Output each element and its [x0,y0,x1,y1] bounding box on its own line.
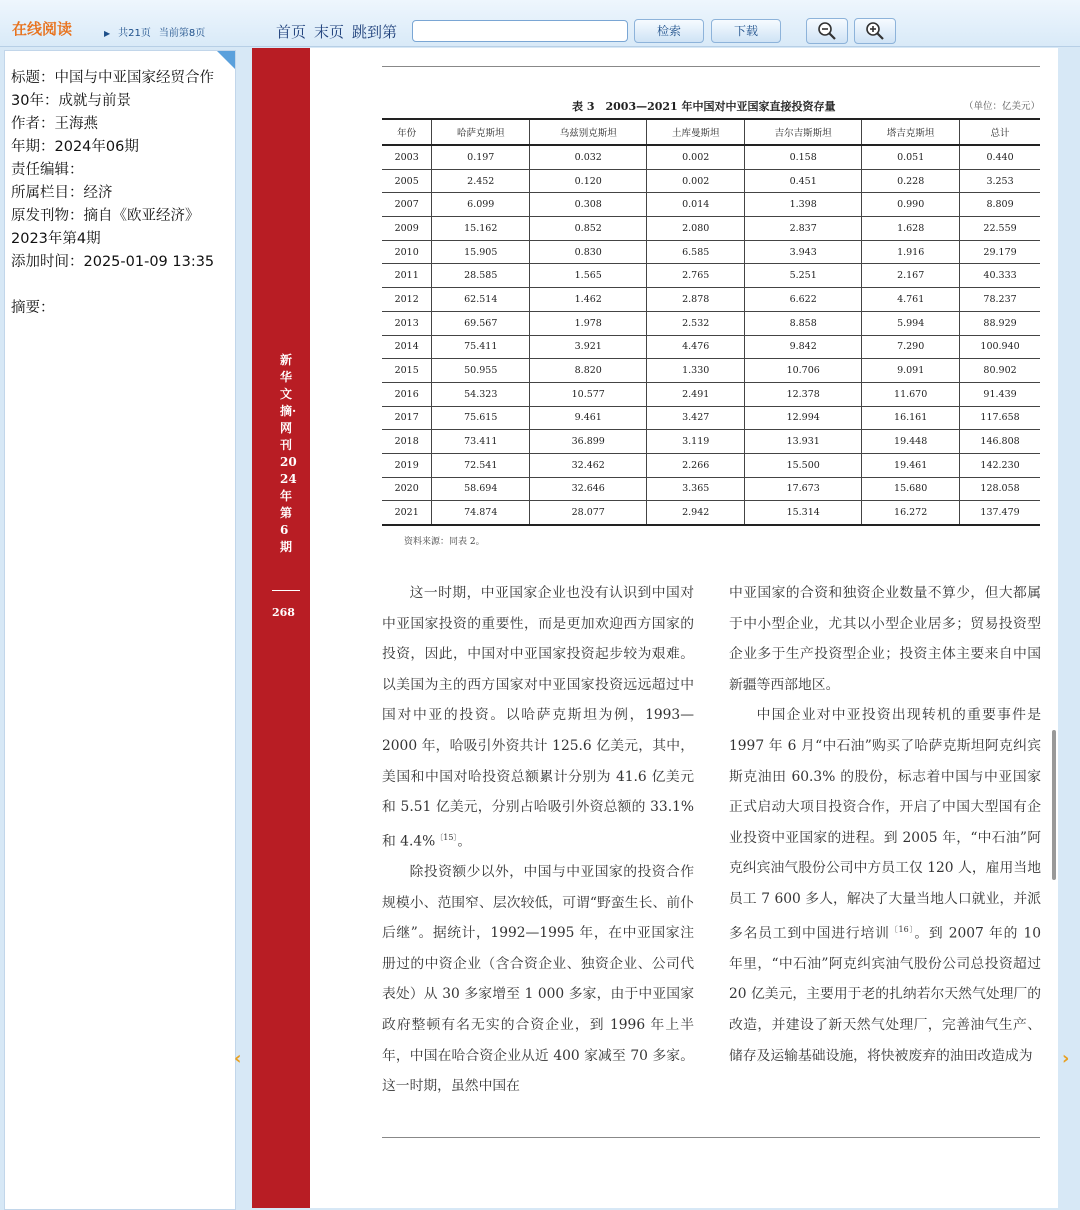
table-cell: 2011 [382,264,432,288]
table-cell: 50.955 [432,359,530,383]
investment-table [382,118,1040,526]
zoom-out-button[interactable] [806,18,848,44]
table-cell: 0.197 [432,145,530,169]
table-cell: 0.158 [745,145,862,169]
jump-page-input[interactable] [412,20,628,42]
article-source-line1: 原发刊物：摘自《欧亚经济》 [11,208,200,224]
document-page [252,48,1058,1208]
table-cell: 1.978 [530,311,647,335]
table-cell: 80.902 [960,359,1040,383]
table-cell: 2.266 [647,453,745,477]
table-row [382,359,1040,383]
table-cell: 0.002 [647,169,745,193]
table-cell: 2.491 [647,382,745,406]
article-column: 所属栏目：经济 [11,185,113,201]
table-cell: 9.461 [530,406,647,430]
table-cell: 13.931 [745,430,862,454]
table-cell: 62.514 [432,288,530,312]
table-cell: 12.378 [745,382,862,406]
article-added-time: 添加时间：2025-01-09 13:35 [11,254,215,270]
table-cell: 17.673 [745,477,862,501]
table-row [382,406,1040,430]
table-row [382,264,1040,288]
toolbar [0,0,1080,47]
table-cell: 91.439 [960,382,1040,406]
table-cell: 15.314 [745,501,862,525]
table-cell: 2.837 [745,217,862,241]
table-header: 总计 [960,119,1040,145]
table-row [382,382,1040,406]
table-cell: 0.120 [530,169,647,193]
table-cell: 0.014 [647,193,745,217]
table-cell: 2003 [382,145,432,169]
zoom-in-button[interactable] [854,18,896,44]
table-cell: 15.162 [432,217,530,241]
table-cell: 117.658 [960,406,1040,430]
table-cell: 15.680 [862,477,960,501]
table-cell: 2015 [382,359,432,383]
table-cell: 2020 [382,477,432,501]
paragraph-end: 。到 2007 年的 10 年里，“中石油”阿克纠宾油气股份公司总投资超过 20 亿美元，主要用于老的扎纳若尔天然气处理厂的改造，并建设了新天然气处理厂，完善油气生产、储存及运输基础设施，将快被废弃的油田改造成为 [729,925,1042,1064]
table-cell: 40.333 [960,264,1040,288]
table-cell: 7.290 [862,335,960,359]
table-row [382,240,1040,264]
download-button[interactable]: 下载 [711,19,781,43]
table-cell: 146.808 [960,430,1040,454]
paragraph-text: 这一时期，中亚国家企业也没有认识到中国对中亚国家投资的重要性，而是更加欢迎西方国家的投资，因此，中国对中亚国家投资起步较为艰难。以美国为主的西方国家对中亚国家投资远远超过中国对中亚的投资。以哈萨克斯坦为例，1993—2000 年，哈吸引外资共计 125.6 亿美元，其中，美国和中国对哈投资总额累计分别为 41.6 亿美元和 5.51 亿美元，分别占哈吸引外资总额的 33.1% 和 4.4% [382,585,694,850]
table-cell: 32.462 [530,453,647,477]
table-cell: 32.646 [530,477,647,501]
table-cell: 5.251 [745,264,862,288]
table-cell: 3.943 [745,240,862,264]
table-cell: 4.476 [647,335,745,359]
paragraph [729,700,1041,1071]
right-column [729,578,1041,1071]
table-cell: 3.253 [960,169,1040,193]
table-cell: 1.916 [862,240,960,264]
table-row [382,169,1040,193]
table-cell: 142.230 [960,453,1040,477]
table-row [382,193,1040,217]
table-cell: 0.852 [530,217,647,241]
table-cell: 2021 [382,501,432,525]
table-cell: 100.940 [960,335,1040,359]
table-row [382,217,1040,241]
table-cell: 2.080 [647,217,745,241]
table-cell: 1.398 [745,193,862,217]
table-cell: 2013 [382,311,432,335]
table-cell: 29.179 [960,240,1040,264]
table-row [382,477,1040,501]
article-source-line2: 2023年第4期 [11,231,101,247]
table-cell: 3.427 [647,406,745,430]
next-page-arrow[interactable]: › [1062,1048,1070,1069]
total-pages: 共21页 [118,28,151,39]
table-cell: 15.500 [745,453,862,477]
spine-divider [272,590,300,591]
table-cell: 10.577 [530,382,647,406]
article-abstract-label: 摘要： [11,300,55,316]
table-header: 乌兹别克斯坦 [530,119,647,145]
table-cell: 6.622 [745,288,862,312]
table-cell: 2009 [382,217,432,241]
table-cell: 74.874 [432,501,530,525]
table-cell: 0.990 [862,193,960,217]
paragraph: 中亚国家的合资和独资企业数量不算少，但大都属于中小型企业，尤其以小型企业居多；贸易投资型企业多于生产投资型企业；投资主体主要来自中国新疆等西部地区。 [729,585,1041,693]
page-number: 268 [272,606,295,619]
table-header: 塔吉克斯坦 [862,119,960,145]
table-cell: 6.585 [647,240,745,264]
page-info [104,24,213,39]
table-cell: 0.032 [530,145,647,169]
search-button[interactable]: 检索 [634,19,704,43]
table-cell: 2012 [382,288,432,312]
table-header: 哈萨克斯坦 [432,119,530,145]
citation-ref: 〔16〕 [889,924,915,934]
table-source: 资料来源：同表 2。 [404,537,485,547]
table-cell: 137.479 [960,501,1040,525]
paragraph: 除投资额少以外，中国与中亚国家的投资合作规模小、范围窄、层次较低，可谓“野蛮生长、前仆后继”。据统计，1992—1995 年，在中亚国家注册过的中资企业（含合资企业、独资企业、公司代表处）从 30 多家增至 1 000 多家，由于中亚国家政府整顿有名无实的合资企业，到 1996 年上半年，中国在哈合资企业从近 400 家减至 70 多家。这一时期，虽然中国在 [382,863,694,1095]
table-cell: 1.565 [530,264,647,288]
table-cell: 2.452 [432,169,530,193]
article-issue: 年期：2024年06期 [11,139,139,155]
table-cell: 1.330 [647,359,745,383]
table-cell: 9.842 [745,335,862,359]
table-cell: 2.765 [647,264,745,288]
table-cell: 75.615 [432,406,530,430]
table-cell: 73.411 [432,430,530,454]
table-cell: 9.091 [862,359,960,383]
table-header: 年份 [382,119,432,145]
table-cell: 8.858 [745,311,862,335]
current-page: 当前第8页 [158,28,206,39]
table-cell: 0.002 [647,145,745,169]
triangle-right-icon: ▶ [104,29,111,38]
table-cell: 72.541 [432,453,530,477]
jump-to-label: 跳到第 [352,23,398,41]
table-cell: 36.899 [530,430,647,454]
table-row [382,335,1040,359]
table-cell: 15.905 [432,240,530,264]
article-metadata [11,67,233,320]
table-cell: 0.451 [745,169,862,193]
table-row [382,311,1040,335]
table-cell: 6.099 [432,193,530,217]
table-cell: 2.167 [862,264,960,288]
table-row [382,145,1040,169]
table-cell: 2019 [382,453,432,477]
scrollbar-thumb[interactable] [1052,730,1056,880]
prev-page-arrow[interactable]: ‹ [234,1048,242,1069]
table-cell: 19.448 [862,430,960,454]
left-column [382,578,694,1102]
table-cell: 2.878 [647,288,745,312]
table-cell: 28.077 [530,501,647,525]
table-cell: 0.440 [960,145,1040,169]
paragraph [382,578,694,857]
table-cell: 1.462 [530,288,647,312]
table-cell: 0.830 [530,240,647,264]
spine-journal-title: 新华文摘·网刊2024年第6期 [280,353,297,554]
table-cell: 128.058 [960,477,1040,501]
table-cell: 54.323 [432,382,530,406]
table-header: 土库曼斯坦 [647,119,745,145]
first-page-link[interactable]: 首页 [276,23,307,41]
table-cell: 2.532 [647,311,745,335]
table-cell: 2.942 [647,501,745,525]
table-cell: 16.272 [862,501,960,525]
journal-spine [252,48,310,1208]
table-row [382,288,1040,312]
table-row [382,501,1040,525]
table-cell: 3.921 [530,335,647,359]
table-unit: （单位：亿美元） [963,101,1040,112]
table-cell: 2016 [382,382,432,406]
table-cell: 2005 [382,169,432,193]
table-cell: 2010 [382,240,432,264]
table-caption: 表 3 2003—2021 年中国对中亚国家直接投资存量 [572,100,836,113]
table-cell: 3.119 [647,430,745,454]
table-cell: 2014 [382,335,432,359]
table-cell: 5.994 [862,311,960,335]
table-cell: 2018 [382,430,432,454]
table-cell: 8.809 [960,193,1040,217]
table-cell: 10.706 [745,359,862,383]
table-cell: 12.994 [745,406,862,430]
article-title-line2: 30年：成就与前景 [11,93,131,109]
app-title: 在线阅读 [12,20,73,38]
table-cell: 78.237 [960,288,1040,312]
table-cell: 2007 [382,193,432,217]
table-header: 吉尔吉斯斯坦 [745,119,862,145]
paragraph-end: 。 [457,833,472,850]
article-title-line1: 标题：中国与中亚国家经贸合作 [11,70,214,86]
table-cell: 0.051 [862,145,960,169]
zoom-in-icon [865,21,885,41]
paragraph-text: 中国企业对中亚投资出现转机的重要事件是 1997 年 6 月“中石油”购买了哈萨克斯坦阿克纠宾斯克油田 60.3% 的股份，标志着中国与中亚国家正式启动大项目投资合作，开启了中国大型国有企业投资中亚国家的进程。到 2005 年，“中石油”阿克纠宾油气股份公司中方员工仅 120 人，雇用当地员工 7 600 多人，解决了大量当地人口就业，并派多名员工到中国进行培训 [729,707,1041,942]
table-cell: 22.559 [960,217,1040,241]
table-cell: 88.929 [960,311,1040,335]
table-header-row [382,119,1040,145]
citation-ref: 〔15〕 [435,832,458,842]
table-row [382,430,1040,454]
zoom-out-icon [817,21,837,41]
table-cell: 58.694 [432,477,530,501]
table-cell: 4.761 [862,288,960,312]
table-cell: 28.585 [432,264,530,288]
page-bottom-rule [382,1137,1040,1138]
table-cell: 8.820 [530,359,647,383]
table-cell: 16.161 [862,406,960,430]
table-cell: 1.628 [862,217,960,241]
table-cell: 75.411 [432,335,530,359]
article-info-panel [4,50,236,1210]
page-top-rule [382,66,1040,67]
table-cell: 69.567 [432,311,530,335]
table-cell: 2017 [382,406,432,430]
table-cell: 11.670 [862,382,960,406]
table-cell: 0.228 [862,169,960,193]
last-page-link[interactable]: 末页 [314,23,345,41]
table-cell: 3.365 [647,477,745,501]
article-editor: 责任编辑： [11,162,84,178]
table-cell: 0.308 [530,193,647,217]
table-cell: 19.461 [862,453,960,477]
table-row [382,453,1040,477]
article-author: 作者：王海燕 [11,116,98,132]
